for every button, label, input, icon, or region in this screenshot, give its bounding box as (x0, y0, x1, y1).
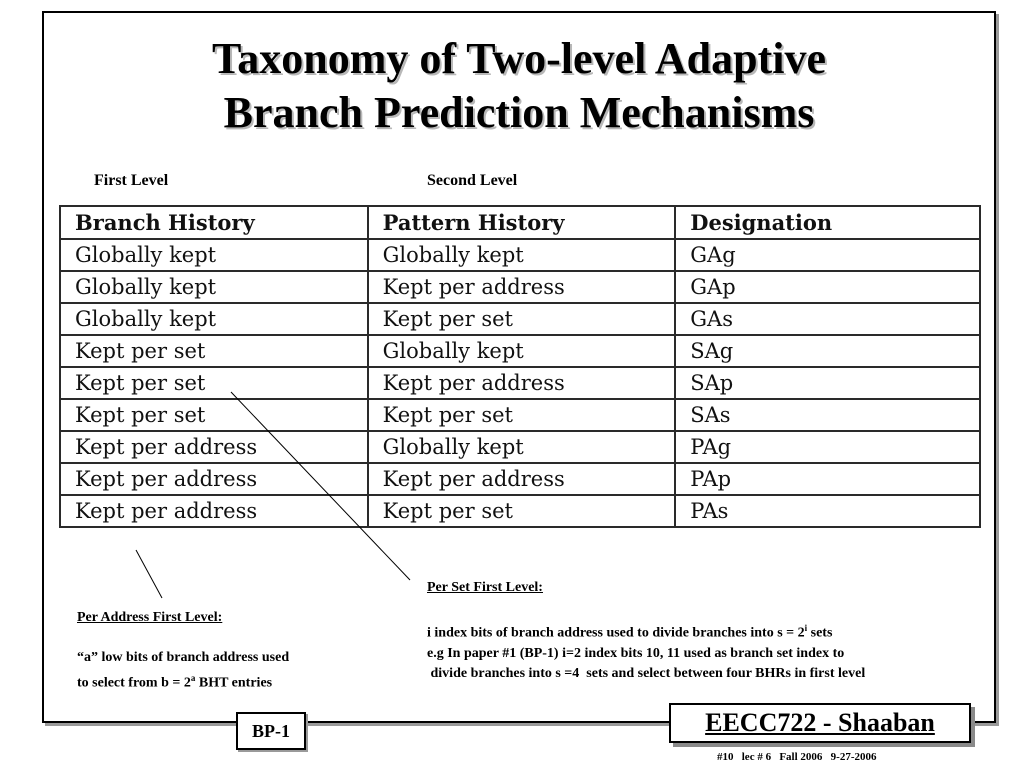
cell-branch-history: Kept per address (60, 463, 368, 495)
cell-pattern-history: Kept per address (368, 463, 676, 495)
cell-pattern-history: Globally kept (368, 239, 676, 271)
per-set-line-3: divide branches into s =4 sets and select between four BHRs in first level (427, 665, 866, 681)
per-set-leader-line (231, 392, 410, 580)
per-set-note (427, 578, 865, 684)
cell-branch-history: Kept per set (60, 399, 368, 431)
cell-branch-history: Globally kept (60, 271, 368, 303)
title-line-1: Taxonomy of Two-level Adaptive (211, 34, 826, 83)
per-address-heading: Per Address First Level: (77, 610, 223, 625)
cell-pattern-history: Globally kept (368, 431, 676, 463)
cell-designation: GAs (675, 303, 980, 335)
per-set-line-2: e.g In paper #1 (BP-1) i=2 index bits 10, 11 used as branch set index to (427, 645, 845, 661)
cell-pattern-history: Kept per address (368, 367, 676, 399)
cell-designation: GAg (675, 239, 980, 271)
cell-pattern-history: Kept per set (368, 495, 676, 527)
cell-branch-history: Kept per set (60, 335, 368, 367)
cell-designation: SAs (675, 399, 980, 431)
cell-designation: SAp (675, 367, 980, 399)
cell-designation: PAp (675, 463, 980, 495)
per-address-line-1: “a” low bits of branch address used (77, 650, 290, 665)
cell-branch-history: Kept per address (60, 431, 368, 463)
cell-branch-history: Kept per set (60, 367, 368, 399)
header-branch-history: Branch History (60, 206, 368, 239)
title-line-2: Branch Prediction Mechanisms (223, 88, 815, 137)
header-pattern-history: Pattern History (368, 206, 676, 239)
cell-designation: PAg (675, 431, 980, 463)
cell-branch-history: Kept per address (60, 495, 368, 527)
cell-pattern-history: Kept per address (368, 271, 676, 303)
slide-info-footer: #10 lec # 6 Fall 2006 9-27-2006 (717, 751, 877, 763)
cell-designation: PAs (675, 495, 980, 527)
per-address-line-2: to select from $b = 2^a$ BHT entries (77, 673, 273, 691)
second-level-label: Second Level (427, 172, 518, 189)
cell-branch-history: Globally kept (60, 303, 368, 335)
cell-branch-history: Globally kept (60, 239, 368, 271)
per-address-note (77, 608, 289, 694)
per-set-line-1: i index bits of branch address used to divide branches into $s = 2^i$ sets (427, 623, 833, 641)
course-title-box: EECC722 - Shaaban (669, 703, 971, 743)
header-designation: Designation (675, 206, 980, 239)
per-address-leader-line (136, 550, 162, 598)
cell-pattern-history: Kept per set (368, 303, 676, 335)
cell-designation: SAg (675, 335, 980, 367)
cell-pattern-history: Globally kept (368, 335, 676, 367)
first-level-label: First Level (94, 172, 169, 189)
per-set-heading: Per Set First Level: (427, 580, 543, 595)
cell-designation: GAp (675, 271, 980, 303)
paper-reference-box: BP-1 (236, 712, 306, 750)
cell-pattern-history: Kept per set (368, 399, 676, 431)
